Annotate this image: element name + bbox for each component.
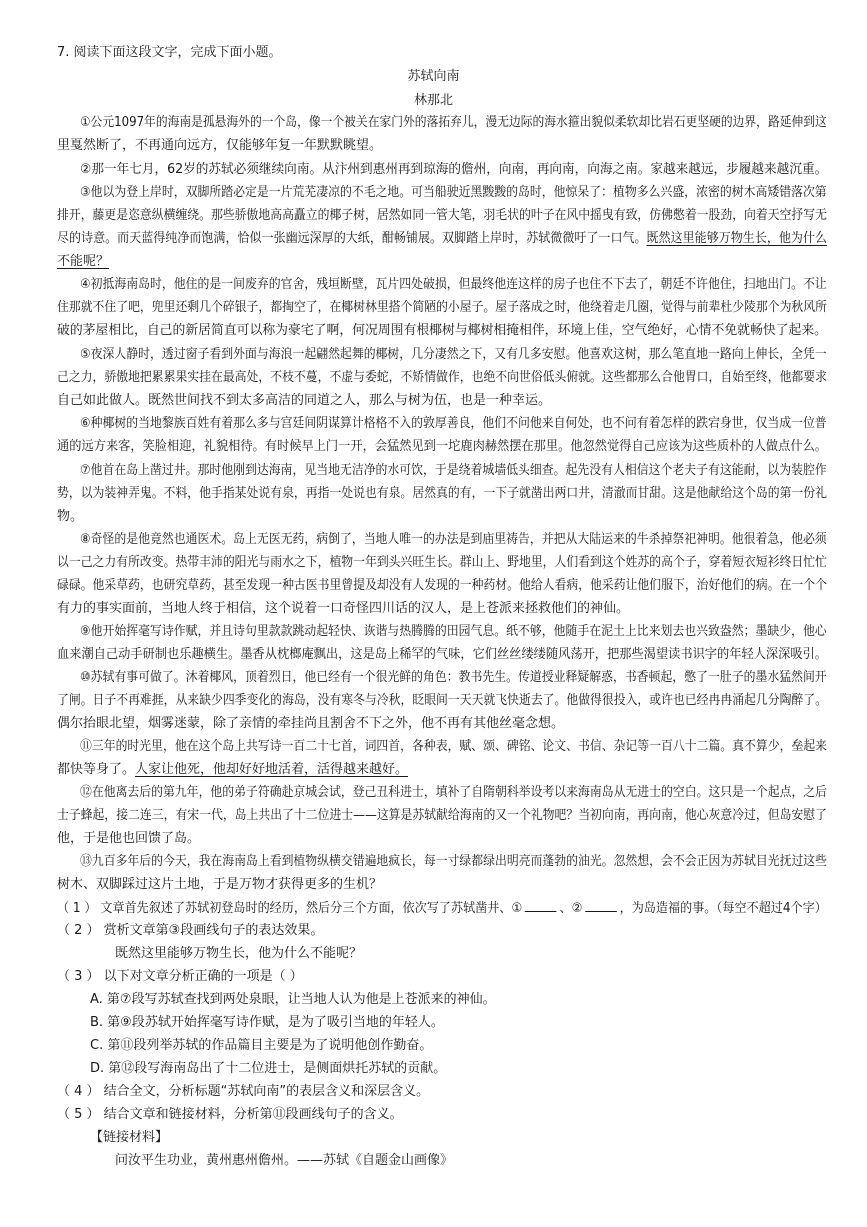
- paragraph-7-line-2: 势，以为装神弄鬼。不料，他手指某处说有泉，再指一处说也有泉。居然真的有，一下子就凿出两口井，清澈而甘甜。这是他献给这个岛的第一份礼: [57, 486, 827, 501]
- paragraph-12-line-3: 他，于是他也回馈了岛。: [57, 831, 201, 846]
- paragraph-9-line-1: ⑨他开始挥毫写诗作赋，并且诗句里款款跳动起轻快、诙谐与热腾腾的田园气息。纸不够，他随手在泥土上比来划去也兴致盎然；墨缺少，他心: [80, 624, 827, 639]
- paragraph-4-line-2: 住那就不住了吧，兜里还剩几个碎银子，都掏空了，在椰树林里搭个简陋的小屋子。屋子落成之时，他绕着走几圈，觉得与前辈杜少陵那个为秋风所: [57, 300, 827, 315]
- paragraph-7-line-1: ⑦他首在岛上凿过井。那时他刚到达海南，见当地无洁净的水可饮，于是绕着城墙低头细查。起先没有人相信这个老夫子有这能耐，以为装腔作: [80, 463, 827, 478]
- question-2-quote: 既然这里能够万物生长，他为什么不能呢？: [115, 946, 363, 961]
- answer-blank-2[interactable]: [585, 899, 617, 912]
- question-3-option-b: B. 第⑨段苏轼开始挥毫写诗作赋，是为了吸引当地的年轻人。: [90, 1015, 444, 1030]
- paragraph-10-line-3: 偶尔抬眼北望，烟雾迷蒙，除了亲情的牵挂尚且割舍不下之外，他不再有其他丝毫念想。: [57, 716, 565, 731]
- paragraph-1-line-1: ①公元1097年的海南是孤悬海外的一个岛，像一个被关在家门外的落拓弃儿，漫无边际的海水箍出貌似柔软却比岩石更坚硬的边界，路延伸到这: [80, 115, 827, 130]
- paragraph-12-line-2: 士子蜂起，接二连三，有宋一代，岛上共出了十二位进士——这算是苏轼献给海南的又一个礼物吧？当初向南，再向南，他心灰意冷过，但岛安慰了: [57, 808, 827, 823]
- question-1: [57, 899, 827, 918]
- paragraph-6-line-1: ⑥种椰树的当地黎族百姓有着那么多与宫廷间阴谋算计格格不入的敦厚善良，他们不问他来自何处，也不问有着怎样的跌宕身世，仅当成一位普: [80, 416, 827, 431]
- paragraph-3-line-3: [57, 230, 827, 248]
- question-intro: 7. 阅读下面这段文字，完成下面小题。: [57, 45, 282, 60]
- paragraph-11-line-1: ⑪三年的时光里，他在这个岛上共写诗一百二十七首，词四首，各种表，赋、颂、碑铭、论文、书信、杂记等一百八十二篇。真不算少，垒起来: [80, 739, 828, 754]
- underlined-sentence-part-1: 既然这里能够万物生长，他为什么: [646, 231, 828, 246]
- underlined-sentence-part-2: 不能呢？: [57, 254, 110, 269]
- paragraph-8-line-1: ⑧奇怪的是他竟然也通医术。岛上无医无药，病倒了，当地人唯一的办法是到庙里祷告，并把从大陆运来的牛杀掉祭祀神明。他很着急，他必须: [80, 532, 827, 547]
- paragraph-12-line-1: ⑫在他离去后的第九年，他的弟子符确赴京城会试，登己丑科进士，填补了自隋朝科举设考以来海南岛从无进士的空白。这只是一个起点，之后: [80, 785, 828, 800]
- underlined-sentence-paragraph-11: 人家让他死，他却好好地活着，活得越来越好。: [135, 762, 409, 777]
- question-1-text-c: ，为岛造福的事。（每空不超过4个字）: [619, 901, 827, 916]
- paragraph-10-line-2: 了闸。日子不再难捱，从来缺少四季变化的海岛，没有寒冬与冷秋，眨眼间一天天就飞快逝去了。他做得很投入，或许也已经冉冉涌起几分陶醉了。: [57, 693, 827, 708]
- paragraph-5-line-2: 己之力，骄傲地把累累果实挂在最高处，不枝不蔓，不虚与委蛇，不矫情做作，也绝不向世俗低头俯就。这些都那么合他胃口，自始至终，他都要求: [57, 370, 827, 385]
- paragraph-13-line-2: 树木、双脚踩过这片土地，于是万物才获得更多的生机？: [57, 877, 383, 892]
- question-5: （ 5 ） 结合文章和链接材料，分析第⑪段画线句子的含义。: [57, 1107, 403, 1122]
- paragraph-3-line-3-text: 尽的诗意。而天蓝得纯净而饱满，恰似一张幽远深厚的大纸，酣畅铺展。双脚踏上岸时，苏轼微微吁了一口气。: [57, 231, 647, 246]
- question-3-option-d: D. 第⑫段写海南岛出了十二位进士，是侧面烘托苏轼的贡献。: [90, 1061, 447, 1076]
- question-3-option-c: C. 第⑪段列举苏轼的作品篇目主要是为了说明他创作勤奋。: [90, 1038, 433, 1053]
- question-3: （ 3 ） 以下对文章分析正确的一项是（ ）: [57, 969, 303, 984]
- paragraph-7-line-3: 物。: [57, 509, 84, 524]
- answer-blank-1[interactable]: [525, 899, 557, 912]
- link-material-label: 【链接材料】: [90, 1130, 169, 1145]
- paragraph-6-line-2: 通的远方来客，笑脸相迎，礼貌相待。有时候早上门一开，会猛然见到一坨鹿肉赫然摆在那里。他忽然觉得自己应该为这些质朴的人做点什么。: [57, 439, 828, 454]
- paragraph-9-line-2: 血来潮自己动手研制也乐趣横生。墨香从枕榔庵飘出，这是岛上稀罕的气味，它们丝丝缕缕随风荡开，把那些渴望读书识字的年轻人深深吸引。: [57, 647, 828, 662]
- paragraph-4-line-1: ④初抵海南岛时，他住的是一间废弃的官舍，残垣断壁，瓦片四处破损，但最终他连这样的房子也住不下去了，朝廷不许他住，扫地出门。不让: [80, 277, 827, 292]
- question-1-text-a: （ 1 ） 文章首先叙述了苏轼初登岛时的经历，然后分三个方面，依次写了苏轼凿井、①: [57, 901, 523, 916]
- paragraph-10-line-1: ⑩苏轼有事可做了。沐着椰风，顶着烈日，他已经有一个很光鲜的角色：教书先生。传道授业释疑解惑，书香顿起，憋了一肚子的墨水猛然间开: [80, 670, 827, 685]
- paragraph-3-line-2: 排开，藤更是恣意纵横缠绕。那些骄傲地高高矗立的椰子树，居然如同一管大笔，羽毛状的叶子在风中摇曳有致，仿佛憋着一股劲，向着天空抒写无: [57, 208, 827, 223]
- article-author: 林那北: [413, 93, 453, 108]
- article-title: 苏轼向南: [407, 69, 460, 84]
- paragraph-11-line-2-text: 都快等身了。: [57, 762, 136, 777]
- paragraph-5-line-1: ⑤夜深人静时，透过窗子看到外面与海浪一起翩然起舞的椰树，几分凄然之下，又有几多安慰。他喜欢这树，那么笔直地一路向上伸长，全凭一: [80, 347, 827, 362]
- paragraph-1-line-2: 里戛然断了，不再通向远方，仅能够年复一年默默眺望。: [57, 138, 383, 153]
- paragraph-11-line-2: [57, 761, 408, 779]
- paragraph-8-line-3: 碌碌。他采草药，也研究草药，甚至发现一种古医书里曾提及却没有人发现的一种药材。他给人看病，他采药让他们服下，治好他们的病。在一个个: [57, 578, 827, 593]
- paragraph-5-line-3: 自己如此做人。既然世间找不到太多高洁的同道之人，那么与树为伍，也是一种幸运。: [57, 393, 552, 408]
- question-4: （ 4 ） 结合全文，分析标题“苏轼向南”的表层含义和深层含义。: [57, 1084, 430, 1099]
- paragraph-8-line-2: 以一己之力有所改变。热带丰沛的阳光与雨水之下，植物一年到头兴旺生长。群山上、野地里，人们看到这个姓苏的高个子，穿着短衣短衫终日忙忙: [57, 555, 827, 570]
- paragraph-4-line-3: 破的茅屋相比，自己的新居简直可以称为豪宅了啊，何况周围有根椰树与椰树相掩相伴，环境上佳，空气绝好，心情不免就畅快了起来。: [57, 323, 828, 338]
- question-2: （ 2 ） 赏析文章第③段画线句子的表达效果。: [57, 923, 324, 938]
- paragraph-8-line-4: 有力的事实面前，当地人终于相信，这个说着一口奇怪四川话的汉人，是上苍派来拯救他们的神仙。: [57, 601, 630, 616]
- paragraph-13-line-1: ⑬九百多年后的今天，我在海南岛上看到植物纵横交错遍地疯长，每一寸绿都绿出明亮而蓬勃的油光。忽然想，会不会正因为苏轼目光抚过这些: [80, 854, 828, 869]
- question-1-text-b: 、②: [559, 901, 583, 916]
- paragraph-2: ②那一年七月，62岁的苏轼必须继续向南。从汴州到惠州再到琼海的儋州，向南，再向南，向海之南。家越来越远，步履越来越沉重。: [80, 162, 828, 177]
- paragraph-3-line-1: ③他以为登上岸时，双脚所踏必定是一片荒芜凄凉的不毛之地。可当船驶近黑黢黢的岛时，他惊呆了：植物多么兴盛，浓密的树木高矮错落次第: [80, 185, 827, 200]
- question-3-option-a: A. 第⑦段写苏轼查找到两处泉眼，让当地人认为他是上苍派来的神仙。: [90, 992, 496, 1007]
- link-material-text: 问汝平生功业，黄州惠州儋州。——苏轼《自题金山画像》: [115, 1153, 454, 1168]
